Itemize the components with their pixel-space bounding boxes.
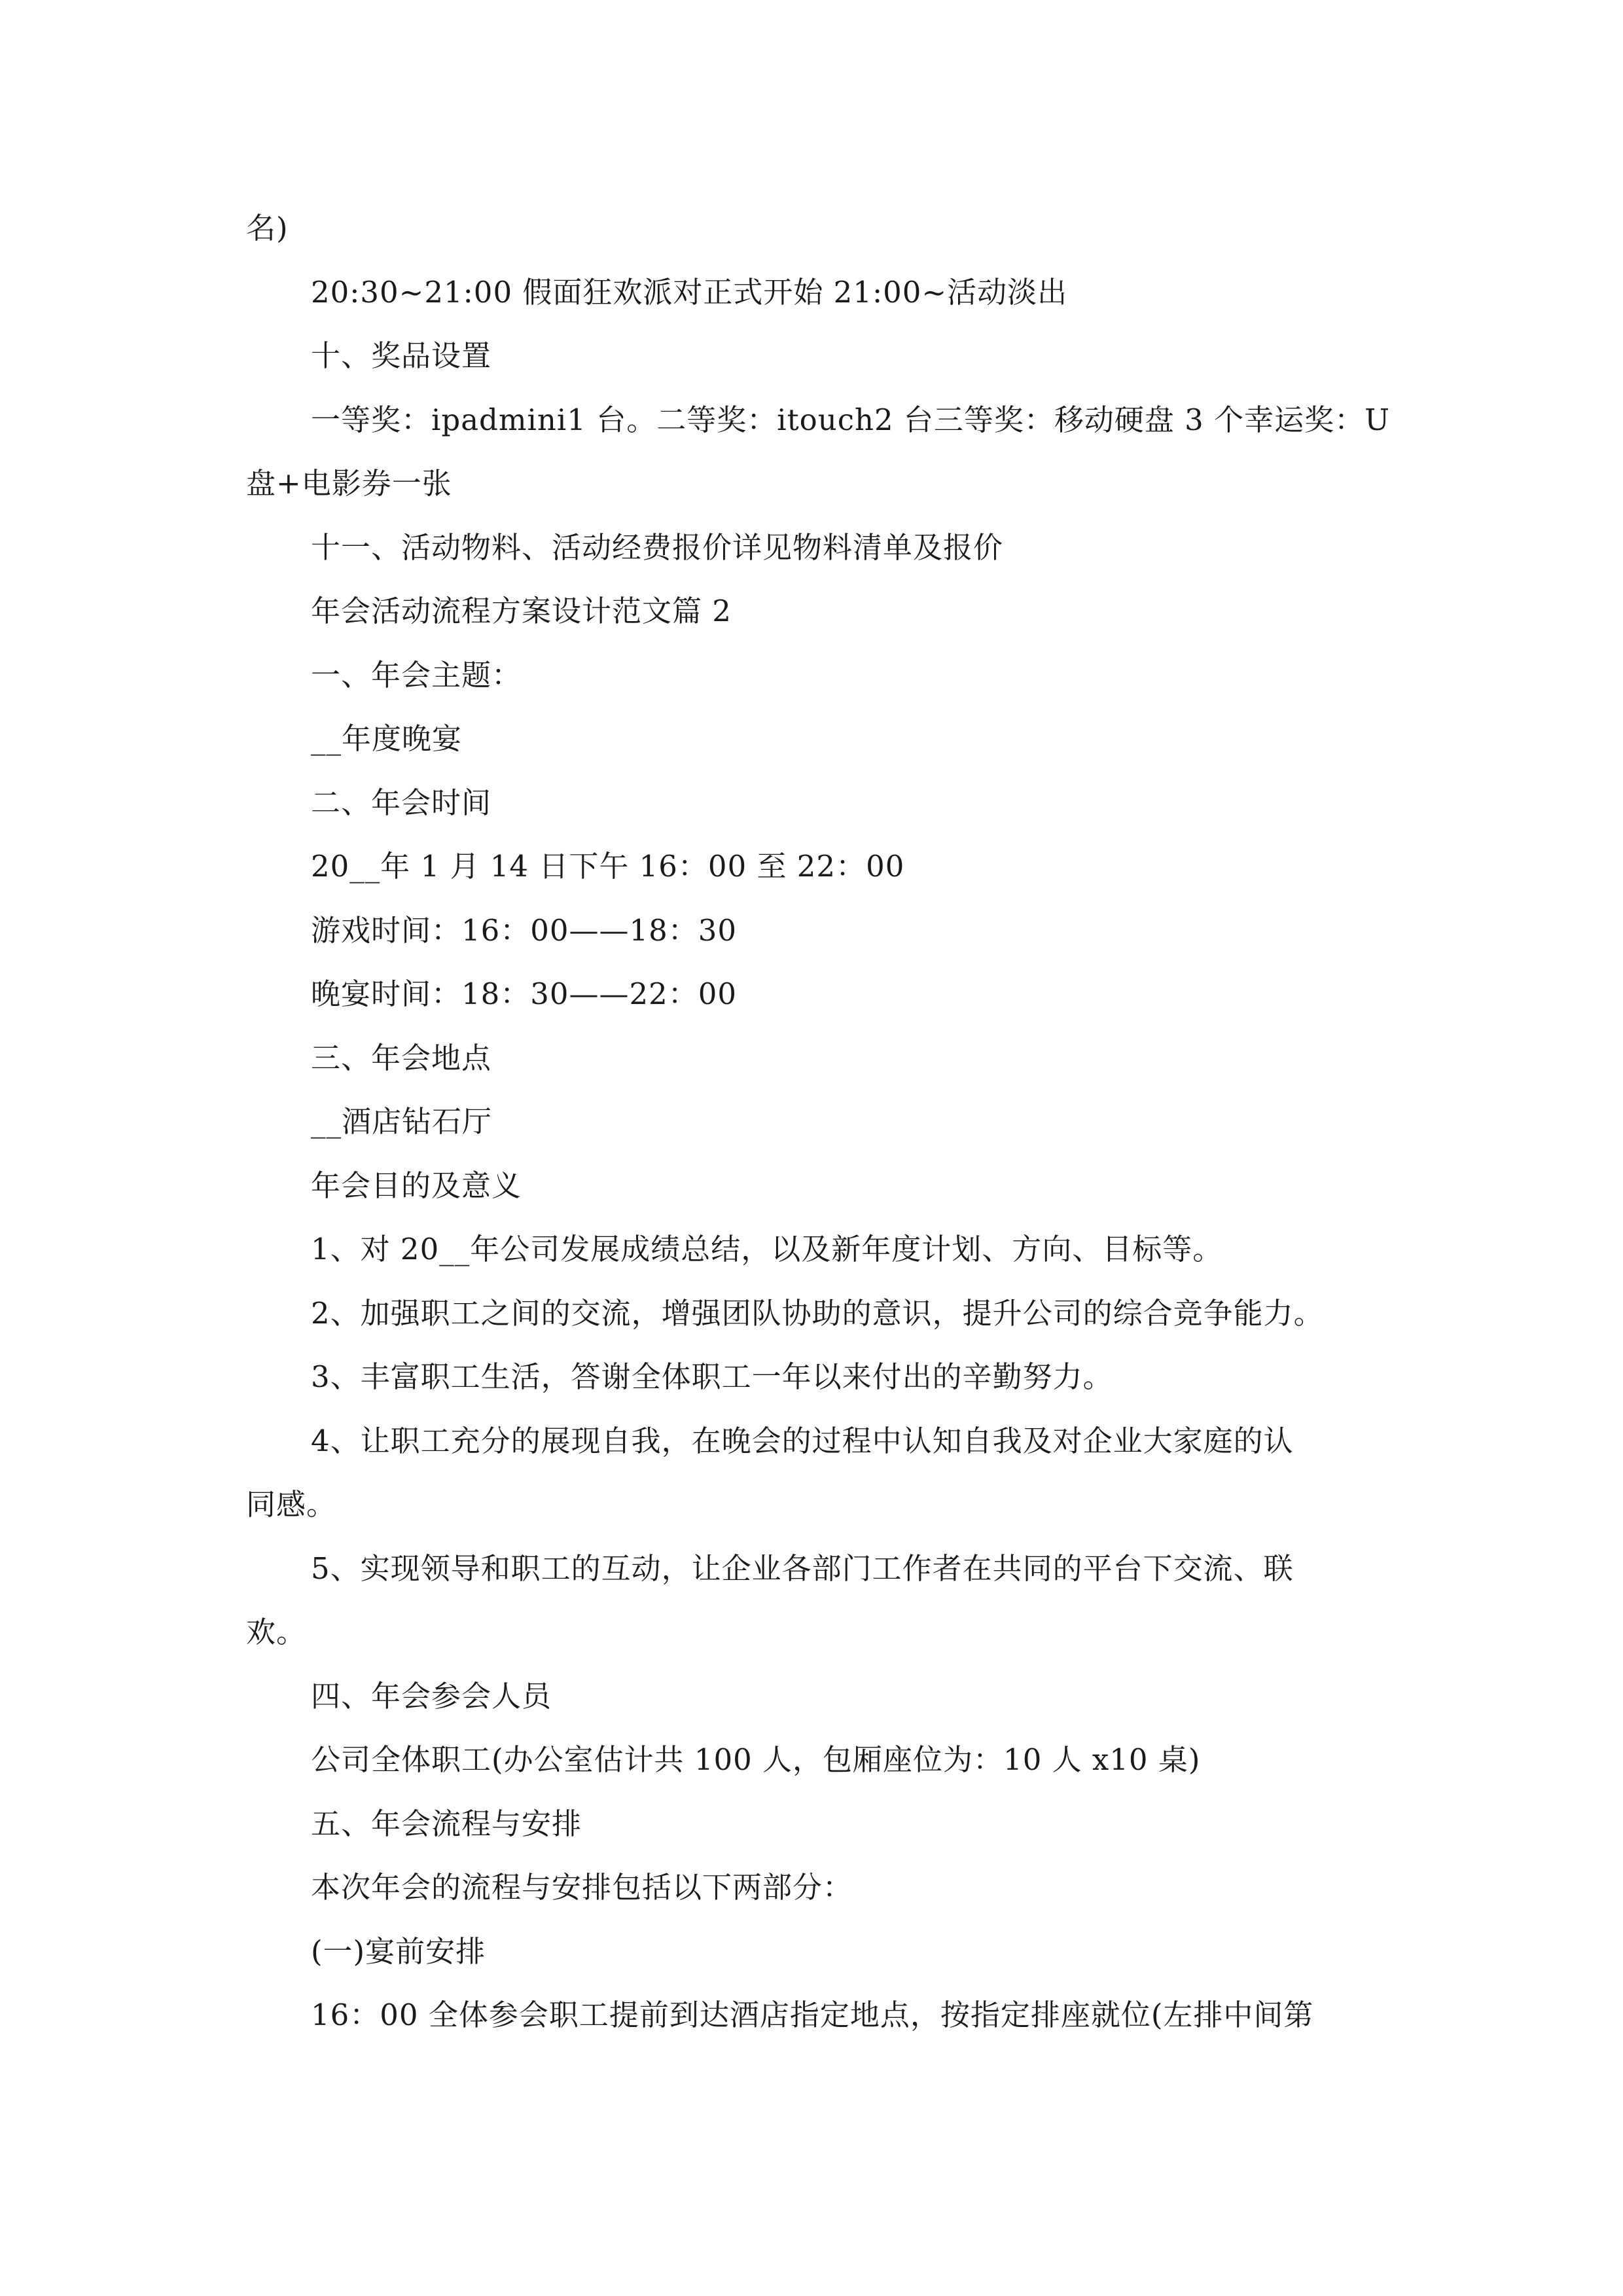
text-line: 16：00 全体参会职工提前到达酒店指定地点，按指定排座就位(左排中间第 [311,1998,1314,2032]
article-title: 年会活动流程方案设计范文篇 2 [311,594,732,628]
text-line: 盘+电影券一张 [246,466,452,501]
section-heading: 十一、活动物料、活动经费报价详见物料清单及报价 [311,529,1004,565]
text-line: 名) [246,211,289,245]
section-heading: 三、年会地点 [311,1040,492,1075]
list-item: 3、丰富职工生活，答谢全体职工一年以来付出的辛勤努力。 [311,1359,1113,1394]
text-line: 一等奖：ipadmini1 台。二等奖：itouch2 台三等奖：移动硬盘 3 个幸运奖：U [311,402,1391,437]
text-line: 20__年 1 月 14 日下午 16：00 至 22：00 [311,849,905,884]
section-heading: 年会目的及意义 [311,1168,522,1203]
section-heading: 一、年会主题： [311,657,522,692]
section-heading: 十、奖品设置 [311,338,492,373]
text-line: __年度晚宴 [311,721,463,756]
text-line: 本次年会的流程与安排包括以下两部分： [311,1870,853,1905]
text-line: 晚宴时间：18：30——22：00 [311,977,738,1011]
text-line: 20:30~21:00 假面狂欢派对正式开始 21:00~活动淡出 [311,274,1068,310]
document-body [246,196,1424,2047]
section-heading: 四、年会参会人员 [311,1678,552,1713]
text-line: 欢。 [246,1615,307,1649]
text-line: __酒店钻石厅 [311,1104,493,1139]
section-heading: 五、年会流程与安排 [311,1806,582,1841]
list-item: 4、让职工充分的展现自我，在晚会的过程中认知自我及对企业大家庭的认 [311,1423,1294,1458]
subsection-heading: (一)宴前安排 [311,1933,486,1969]
section-heading: 二、年会时间 [311,785,492,820]
text-line: 游戏时间：16：00——18：30 [311,912,738,948]
list-item: 2、加强职工之间的交流，增强团队协助的意识，提升公司的综合竞争能力。 [311,1295,1324,1331]
text-line: 同感。 [246,1487,337,1522]
text-line: 公司全体职工(办公室估计共 100 人，包厢座位为：10 人 x10 桌) [311,1742,1201,1777]
list-item: 1、对 20__年公司发展成绩总结，以及新年度计划、方向、目标等。 [311,1232,1223,1266]
list-item: 5、实现领导和职工的互动，让企业各部门工作者在共同的平台下交流、联 [311,1551,1294,1586]
